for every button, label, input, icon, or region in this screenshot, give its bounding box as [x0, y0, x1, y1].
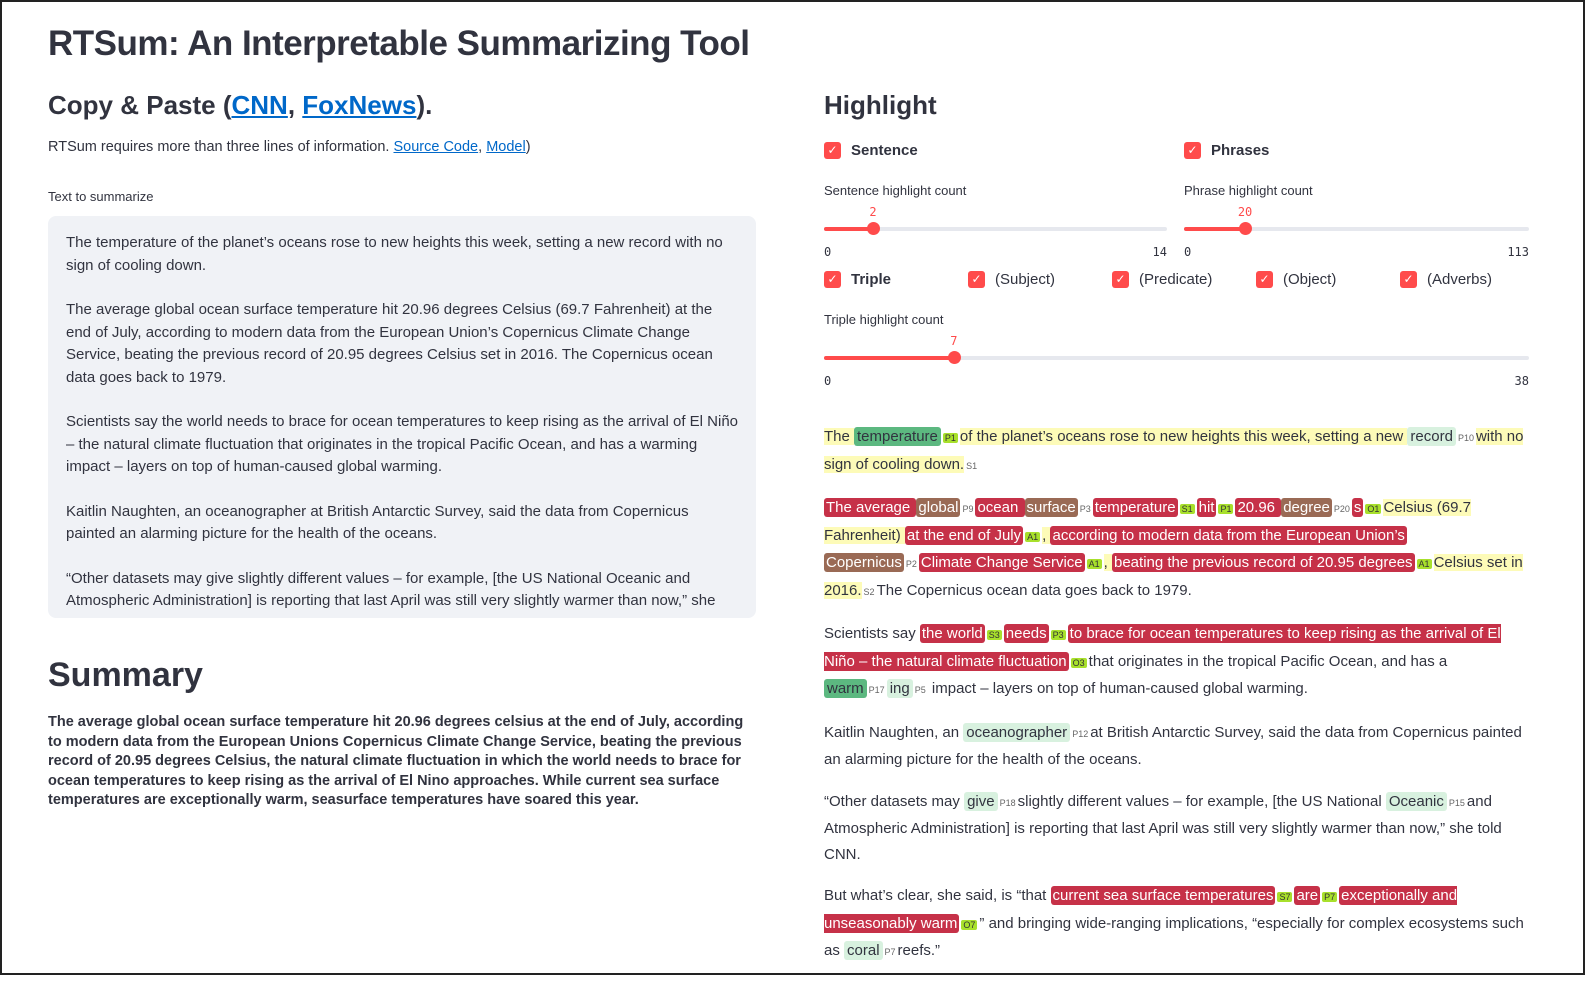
phrase-in-triple: Copernicus: [826, 554, 902, 571]
highlight-tag-small: P7: [884, 947, 896, 957]
highlight-tag: P7: [1324, 892, 1336, 902]
phrase-highlight-light: coral: [844, 941, 883, 960]
triple-highlight: to brace for ocean temperatures to keep rising as the arrival of El Niño – the natural climate fluctuation: [824, 625, 1501, 670]
triple-highlight: 20.96: [1237, 499, 1280, 516]
heading-text: Copy & Paste (: [48, 90, 232, 120]
phrase-highlight-light: Oceanic: [1386, 792, 1447, 811]
checkbox-label: Triple: [851, 270, 892, 288]
highlight-tag: P1: [1220, 504, 1232, 514]
highlight-tag: P3: [1052, 630, 1064, 640]
check-icon: ✓: [1184, 142, 1201, 159]
plain-text: that originates in the tropical Pacific Ocean, and has a: [1088, 652, 1448, 670]
slider-thumb[interactable]: [948, 351, 961, 364]
highlight-tag-small: S2: [863, 586, 875, 597]
triple-highlight: the world: [921, 625, 983, 642]
triple-checkbox[interactable]: [824, 271, 968, 288]
highlight-tag: A1: [1418, 559, 1430, 569]
highlight-tag: O7: [963, 919, 976, 930]
highlight-tag-small: S1: [966, 460, 978, 471]
highlight-tag-small: P12: [1072, 728, 1089, 739]
highlighted-paragraph: [824, 789, 1529, 868]
slider-min: 0: [1184, 245, 1192, 259]
triple-highlight: are: [1296, 887, 1319, 904]
plain-text: and Atmospheric Administration] is reporting that last April was still very slightly warmer than now,” she told CNN.: [824, 792, 1502, 863]
triple-highlight: hit: [1198, 499, 1215, 516]
highlight-tag: A1: [1088, 559, 1100, 569]
check-icon: ✓: [824, 271, 841, 288]
highlighted-text: [824, 424, 1529, 966]
phrases-checkbox[interactable]: [1184, 142, 1269, 159]
plain-text: Kaitlin Naughten, an: [824, 723, 964, 741]
slider-label: Phrase highlight count: [1184, 183, 1313, 198]
triple-highlight: needs: [1005, 625, 1047, 642]
sentence-highlight: ,: [1042, 526, 1051, 544]
summary-heading: Summary: [48, 656, 203, 694]
highlight-tag: O3: [1072, 657, 1085, 668]
text-to-summarize-input[interactable]: [48, 216, 756, 618]
copy-paste-heading: [48, 90, 756, 121]
triple-highlight: The average: [826, 499, 915, 516]
page-title: RTSum: An Interpretable Summarizing Tool: [48, 24, 750, 63]
check-icon: ✓: [1112, 271, 1129, 288]
check-icon: ✓: [968, 271, 985, 288]
plain-text: Scientists say: [824, 625, 920, 642]
triple-highlight: exceptionally and unseasonably warm: [824, 887, 1458, 932]
input-paragraph: Scientists say the world needs to brace for ocean temperatures to keep rising as the arrival of El Niño – the natural climate fluctuation that originates in the tropical Pacific Ocean, and has a warming impact – layers on top of human-caused global warming.: [66, 413, 739, 475]
sentence-checkbox[interactable]: [824, 142, 1184, 159]
highlight-tag: S7: [1279, 892, 1291, 902]
slider-min: 0: [824, 374, 832, 388]
triple-highlight: according to modern data from the European Union’s: [1052, 526, 1405, 544]
highlight-tag-small: P15: [1448, 797, 1465, 808]
sentence-highlight: of the planet’s oceans rose to new heights this week, setting a new: [959, 428, 1408, 445]
heading-suffix: ).: [416, 90, 433, 120]
sentence-highlight: with no sign of cooling down.: [824, 428, 1524, 473]
phrase-highlight-light: give: [964, 792, 998, 811]
checkbox-label: (Predicate): [1139, 270, 1213, 288]
phrase-in-triple: surface: [1026, 499, 1076, 516]
checkbox-label: Phrases: [1211, 141, 1270, 159]
phrase-count-slider[interactable]: [1184, 173, 1529, 259]
highlighted-paragraph: [824, 720, 1529, 773]
highlight-tag-small: P2: [905, 559, 917, 569]
highlight-tag-small: P5: [914, 685, 926, 695]
slider-min: 0: [824, 245, 832, 259]
sentence-highlight: Celsius set in 2016.: [824, 554, 1523, 599]
slider-thumb[interactable]: [867, 222, 880, 235]
source-code-link[interactable]: Source Code: [393, 139, 479, 155]
slider-thumb[interactable]: [1239, 222, 1252, 235]
highlight-tag-small: P3: [1079, 504, 1091, 514]
heading-sep: ,: [287, 90, 303, 120]
highlighted-paragraph: [824, 495, 1529, 605]
triple-highlight: at the end of July: [906, 526, 1022, 544]
check-icon: ✓: [1400, 271, 1417, 288]
slider-max: 113: [1507, 245, 1529, 259]
summary-text: The average global ocean surface temperature hit 20.96 degrees celsius at the end of July, according to modern data from the European Unions Copernicus Climate Change Service, beating the previous record of 20.95 degrees Celsius, the natural climate fluctuation in which the world needs to brace for ocean temperatures to keep rising as the arrival of El Nino approaches. While current sea surface temperatures are exceptionally warm, seasurface temperatures have soared this year.: [48, 714, 744, 808]
info-end: ): [525, 139, 531, 155]
sentence-highlight: The: [824, 428, 855, 445]
highlight-tag-small: P17: [868, 685, 885, 695]
sentence-count-slider[interactable]: [824, 173, 1167, 259]
checkbox-label: Sentence: [851, 141, 918, 159]
plain-text: slightly different values – for example, [the US National: [1017, 792, 1386, 810]
check-icon: ✓: [1256, 271, 1273, 288]
checkbox-label: (Subject): [995, 270, 1056, 288]
plain-text: reefs.”: [897, 942, 941, 959]
highlight-tag: A1: [1027, 531, 1039, 542]
slider-max: 38: [1514, 374, 1529, 388]
object-checkbox[interactable]: [1256, 271, 1400, 288]
slider-value: 2: [869, 205, 877, 219]
highlight-tag-small: P20: [1333, 504, 1350, 514]
slider-max: 14: [1152, 245, 1167, 259]
plain-text: ” and bringing wide-ranging implications, “especially for complex ecosystems such as: [824, 914, 1524, 959]
checkbox-label: (Adverbs): [1427, 270, 1493, 288]
adverbs-checkbox[interactable]: [1400, 271, 1492, 288]
info-label: RTSum requires more than three lines of information.: [48, 139, 394, 155]
plain-text: impact – layers on top of human-caused global warming.: [927, 680, 1308, 697]
checkbox-label: (Object): [1283, 270, 1337, 288]
highlight-heading: Highlight: [824, 90, 937, 120]
phrase-highlight-light: oceanographer: [963, 723, 1070, 742]
input-paragraph: The average global ocean surface temperature hit 20.96 degrees Celsius (69.7 Fahrenheit) at the end of July, according to modern data from the European Union’s Copernicus Climate Change Service, beating the previous record of 20.95 degrees Celsius set in 2016. The Copernicus ocean data goes back to 1979.: [66, 301, 713, 386]
predicate-checkbox[interactable]: [1112, 271, 1256, 288]
text-label: Text to summarize: [48, 189, 154, 204]
slider-value: 7: [950, 334, 958, 348]
slider-value: 20: [1237, 205, 1253, 219]
plain-text: at British Antarctic Survey, said the data from Copernicus painted an alarming picture for the health of the oceans.: [824, 723, 1522, 768]
phrase-in-triple: global: [918, 499, 959, 516]
plain-text: The Copernicus ocean data goes back to 1979.: [876, 581, 1192, 599]
highlight-tag: S3: [988, 630, 1000, 640]
input-paragraph: “Other datasets may give slightly different values – for example, [the US National Oceanic and Atmospheric Administration] is reporting that last April was still very slightly warmer than now,” she: [66, 569, 716, 609]
cnn-link[interactable]: CNN: [231, 90, 288, 120]
triple-highlight: s: [1353, 499, 1362, 516]
input-paragraph: Kaitlin Naughten, an oceanographer at British Antarctic Survey, said the data from Copernicus painted an alarming picture for the health of the oceans.: [66, 502, 689, 542]
sentence-highlight: Celsius (69.7 Fahrenheit): [824, 499, 1471, 544]
slider-label: Sentence highlight count: [824, 183, 967, 198]
subject-checkbox[interactable]: [968, 271, 1112, 288]
highlight-tag-small: P10: [1457, 433, 1474, 443]
phrase-in-triple: degree: [1283, 499, 1330, 516]
phrase-highlight: temperature: [854, 427, 941, 446]
plain-text: But what’s clear, she said, is “that: [824, 887, 1051, 904]
check-icon: ✓: [824, 142, 841, 159]
triple-highlight: Climate Change Service: [920, 554, 1083, 571]
triple-highlight: beating the previous record of 20.95 degrees: [1114, 554, 1413, 571]
info-text: RTSum requires more than three lines of information. Source Code, Model): [48, 139, 531, 155]
sentence-highlight: ,: [1103, 554, 1112, 571]
slider-label: Triple highlight count: [824, 312, 944, 327]
triple-highlight: ocean: [977, 499, 1023, 516]
highlight-tag: P1: [944, 433, 956, 443]
highlight-column: [824, 90, 1529, 982]
foxnews-link[interactable]: FoxNews: [302, 90, 417, 120]
triple-highlight: temperature: [1094, 499, 1176, 516]
highlight-tag-small: P18: [999, 797, 1016, 808]
phrase-highlight-light: ing: [887, 679, 913, 698]
input-column: [48, 90, 756, 811]
highlighted-paragraph: [824, 621, 1529, 704]
highlight-tag: S1: [1181, 504, 1193, 514]
highlighted-paragraph: [824, 424, 1529, 479]
highlight-tag-small: P9: [962, 504, 974, 514]
phrase-highlight-light: record: [1407, 427, 1456, 446]
triple-count-slider[interactable]: [824, 302, 1529, 388]
triple-highlight: current sea surface temperatures: [1052, 887, 1274, 904]
highlighted-paragraph: [824, 883, 1529, 966]
plain-text: “Other datasets may: [824, 792, 965, 810]
model-link[interactable]: Model: [486, 139, 526, 155]
phrase-highlight: warm: [824, 679, 867, 698]
input-paragraph: The temperature of the planet’s oceans rose to new heights this week, setting a new record with no sign of cooling down.: [66, 234, 723, 274]
highlight-tag: O1: [1367, 504, 1380, 514]
